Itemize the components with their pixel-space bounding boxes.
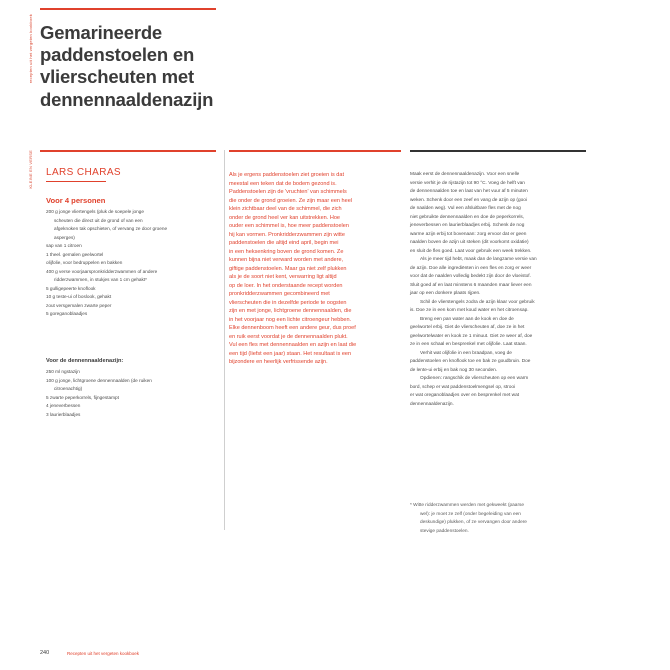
- list-item: ridderzwammen, in stukjes van 1 cm gehakt*: [54, 277, 148, 282]
- intro-line: pronkridderzwammen gecombineerd met: [229, 291, 330, 298]
- method-line: niet gebruikte dennennaalden en doe de peperkorrels,: [410, 214, 525, 220]
- intro-line: giftige paddenstoelen. Maar ga niet zelf plukken: [229, 265, 347, 272]
- intro-line: Vul een fles met dennennaalden en azijn en laat die: [229, 342, 357, 349]
- list-item: 5 zwarte peperkorrels, fijngestampt: [46, 394, 119, 400]
- list-item: afgeknoken tak opschieten, of vervang ze door groene: [54, 226, 168, 231]
- list-item: 5 gulligepeerte knoflook: [46, 285, 96, 291]
- method-line: bord, schep er wat paddenstoelmengsel op, strooi: [410, 384, 516, 390]
- footer-label: Recepten uit het vergeten kookboek: [67, 651, 140, 656]
- title-line: vlierscheuten met: [40, 66, 194, 87]
- method-line: de dennennaalden toe en laat van het vuur af 5 minuten: [410, 189, 528, 195]
- intro-line: en ruik eerst voordat je de dennennaalden plukt.: [229, 333, 348, 340]
- footnote-line: * Witte ridderzwammen werden met gekweekt (paarse: [410, 503, 525, 508]
- side-label-section: KLEINE EN VERSE: [28, 150, 33, 189]
- ingredients-heading: Voor 4 personen: [46, 196, 106, 205]
- author-underline: [46, 181, 106, 182]
- method-line: en sluit de fles goed. Laat voor gebruik een week trekken.: [410, 248, 532, 254]
- intro-line: klein zichtbaar deel van de schimmel, die zich: [229, 206, 342, 213]
- vinegar-heading: Voor de dennennaaldenazijn:: [46, 358, 124, 364]
- intro-line: een tijd (liefst een jaar) staan. Het resultaat is een: [229, 350, 352, 357]
- method-line: geelwortelwater en kook ze 1 minuut. Giet ze weer af, doe: [410, 333, 533, 339]
- method-line: de azijn. Doe alle ingrediënten in een fles en zorg er weer: [410, 265, 532, 271]
- list-item: citroenachtig): [54, 386, 83, 391]
- method-line: naalden boven de azijn uit steken (dit voorkomt oxidatie): [410, 240, 529, 246]
- method-line: is. Doe ze in een kom met koud water en het citroensap.: [410, 308, 529, 314]
- method-line: Verhit wat olijfolie in een braadpan, voeg de: [420, 350, 512, 356]
- footnote-line: wel): je moet ze zelf (onder begeleiding van een: [420, 511, 521, 517]
- list-item: 3 laurierblaadjes: [46, 411, 81, 417]
- page-number: 240: [40, 650, 50, 656]
- method-line: ze in een schaal en besprenkel met olijfolie. Laat staan.: [410, 342, 527, 348]
- method-line: versie verhit je de rijstazijn tot 90 °C. Voeg de helft van: [410, 180, 525, 186]
- list-item: 10 g teste-ui of boslook, gehakt: [46, 294, 112, 299]
- list-item: zout versgemalen zwarte peper: [46, 302, 112, 308]
- list-item: 4 jeneverbessen: [46, 403, 81, 408]
- list-item: 200 g jonge vliertengels (pluk de soepele jonge: [46, 209, 144, 214]
- title-line: dennennaaldenazijn: [40, 89, 214, 110]
- list-item: sap van 1 citroen: [46, 243, 82, 248]
- method-line: de naalden weg). Vul een afsluitbare fles met de nog: [410, 206, 521, 212]
- footnote: [410, 502, 585, 536]
- method-line: Schil de vlierstengels zodra de azijn klaar voor gebruik: [420, 299, 535, 305]
- method-line: Breng een pan water aan de kook en doe de: [420, 316, 514, 322]
- method-line: Sluit goed af en laat minstens 6 maanden maar liever een: [410, 282, 532, 288]
- method-line: Maak eerst de dennennaaldenazijn. Voor een snelle: [410, 172, 520, 177]
- intro-line: Paddenstoelen zijn de 'vruchten' van schimmels: [229, 189, 347, 196]
- vinegar-list: [46, 368, 216, 419]
- method-line: weken. Schenk door een zeef en vang de azijn op (gooi: [410, 197, 527, 203]
- intro-line: kunnen bijna niet verward worden met andere,: [229, 257, 344, 264]
- intro-line: in het voorjaar nog een lichte citroengeur hebben.: [229, 316, 352, 323]
- intro-text: [229, 171, 399, 367]
- intro-line: als je de soort niet kent, verwarring ligt altijd: [229, 274, 337, 281]
- intro-line: onder de grond heel ver kan uitstrekken. Hoe: [229, 214, 341, 221]
- intro-line: vlierscheuten die in dezelfde periode te oogsten: [229, 299, 347, 306]
- method-line: warme azijn erbij tot bovenaan: zorg ervoor dat er geen: [410, 231, 527, 237]
- title-line: Gemarineerde: [40, 22, 163, 43]
- method-line: dennennaaldenazijn.: [410, 401, 454, 407]
- method-text: [410, 171, 585, 409]
- list-item: 100 g jonge, lichtgroene dennennaalden (de ruiken: [46, 377, 152, 383]
- intro-line: ouder een schimmel is, hoe meer paddenstoelen: [229, 223, 349, 230]
- list-item: asperges): [54, 234, 75, 240]
- footnote-line: stevige paddenstoelen.: [420, 528, 469, 534]
- method-line: de lente-ui erbij en bak nog 30 seconden.: [410, 367, 498, 373]
- intro-line: op de loer. In het onderstaande recept worden: [229, 282, 343, 289]
- title-line: paddenstoelen en: [40, 44, 195, 65]
- list-item: 5 goreganoblaadjes: [46, 311, 88, 316]
- list-item: olijfolie, voor bedruppelen en bakken: [46, 260, 123, 265]
- footnote-line: deskundige) plukken, of ze vervangen door andere: [420, 520, 527, 526]
- list-item: scheuten die direct uit de grond of van een: [54, 217, 143, 223]
- method-line: jaar op een donkere plaats rijpen.: [410, 291, 481, 297]
- side-label-top: recepten uit het vergeten kookboek: [28, 14, 33, 84]
- intro-line: paddenstoelen die altijd eind april, begin mei: [229, 240, 339, 247]
- intro-line: zijn en met jonge, lichtgroene dennennaalden, die: [229, 308, 352, 315]
- intro-line: in een heksenkring boven de grond komen. Ze: [229, 248, 344, 255]
- method-line: voor dat de naalden volledig bedekt zijn door de vloeistof.: [410, 274, 531, 280]
- method-line: geelwortel erbij. Giet de vlierscheuten af, doe ze in het: [410, 325, 525, 331]
- ingredients-list: [46, 208, 216, 319]
- intro-line: meestal een teken dat de bodem gezond is.: [229, 180, 337, 187]
- method-line: jeneverbessen en laurierblaadjes erbij. Schenk de nog: [410, 223, 525, 229]
- method-line: er wat oreganoblaadjes over en besprenkel met wat: [410, 393, 520, 399]
- column-rule-mid: [229, 150, 401, 152]
- column-rule-right: [410, 150, 586, 152]
- intro-line: die onder de grond groeien. Ze zijn maar een heel: [229, 197, 353, 204]
- column-rule-left: [40, 150, 216, 152]
- author-name: LARS CHARAS: [46, 167, 121, 178]
- intro-line: Als je ergens paddenstoelen ziet groeien is dat: [229, 172, 345, 178]
- method-line: Opdienen: rangschik de vlierscheuten op een warm: [420, 376, 529, 382]
- list-item: 250 ml ngstazijn: [46, 369, 80, 374]
- intro-line: hij kan vormen. Pronkridderzwammen zijn witte: [229, 231, 345, 238]
- method-line: Als je meer tijd hebt, maak dan de langzame versie van: [420, 257, 537, 263]
- list-item: 400 g verse voorjaarspronkridderzwammen of andere: [46, 268, 158, 274]
- list-item: 1 theel. gemalen geelwortel: [46, 251, 104, 257]
- column-divider: [224, 150, 225, 530]
- intro-line: bijzondere en heerlijk verfrissende azijn.: [229, 359, 328, 366]
- method-line: paddenstoelen en knoflook toe en bak ze goudbruin. Doe: [410, 359, 531, 365]
- intro-line: Elke dennenboom heeft een andere geur, dus proef: [229, 325, 356, 332]
- title-top-rule: [40, 8, 216, 10]
